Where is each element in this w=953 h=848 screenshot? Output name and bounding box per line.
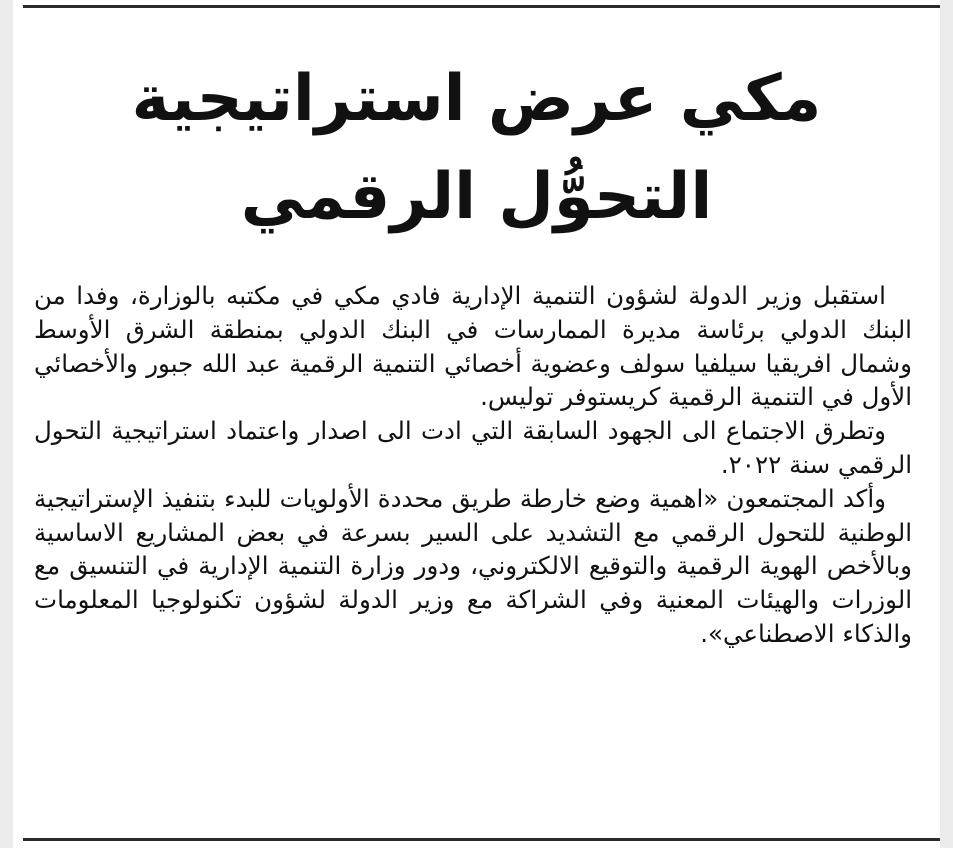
article-paragraph: وأكد المجتمعون «اهمية وضع خارطة طريق محددة الأولويات للبدء بتنفيذ الإستراتيجية الوطنية للتحول الرقمي مع التشديد على السير بسرعة في بعض المشاريع الاساسية وبالأخص الهوية الرقمية والتوقيع الالكتروني، ودور وزارة التنمية الإدارية في التنسيق مع الوزرات والهيئات المعنية وفي الشراكة مع وزير الدولة لشؤون تكنولوجيا المعلومات والذكاء الاصطناعي».	[34, 483, 912, 648]
article-body	[34, 279, 912, 651]
article-paragraph: وتطرق الاجتماع الى الجهود السابقة التي ادت الى اصدار واعتماد استراتيجية التحول الرقمي سنة ٢٠٢٢.	[34, 416, 912, 479]
headline	[13, 50, 940, 246]
headline-line-2: التحوُّل الرقمي	[240, 160, 713, 234]
article-paragraph: استقبل وزير الدولة لشؤون التنمية الإدارية فادي مكي في مكتبه بالوزارة، وفدا من البنك الدولي برئاسة مديرة الممارسات في البنك الدولي بمنطقة الشرق الأوسط وشمال افريقيا سيلفيا سولف وعضوية أخصائي التنمية الرقمية عبد الله جبور والأخصائي الأول في التنمية الرقمية كريستوفر توليس.	[34, 281, 912, 412]
top-divider	[23, 5, 940, 8]
bottom-divider	[23, 838, 940, 841]
headline-line-1: مكي عرض استراتيجية	[131, 62, 822, 136]
